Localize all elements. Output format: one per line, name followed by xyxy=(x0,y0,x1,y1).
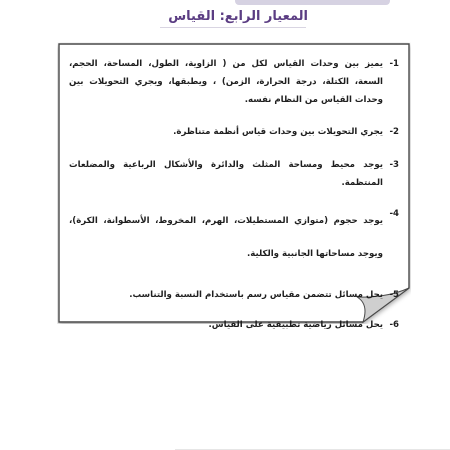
item-text: يحل مسائل تتضمن مقياس رسم باستخدام النسبة والتناسب. xyxy=(129,290,383,300)
list-item xyxy=(69,123,399,141)
item-number: 2- xyxy=(389,127,399,137)
top-tab-decoration xyxy=(235,0,390,5)
item-text: يميز بين وحدات القياس لكل من ( الزاوية، الطول، المساحة، الحجم، السعة، الكتلة، درجة الحرارة، الزمن) ، ويطبقها، ويجري التحويلات بين وحدات القياس من النظام نفسه. xyxy=(69,59,383,105)
item-text: يجري التحويلات بين وحدات قياس أنظمة متناظرة. xyxy=(173,127,383,137)
page-heading: المعيار الرابع: القياس xyxy=(168,9,308,24)
item-text: يحل مسائل رياضية تطبيقية على القياس. xyxy=(208,320,383,330)
item-number: 5- xyxy=(389,290,399,300)
item-text: يوجد محيط ومساحة المثلث والدائرة والأشكال الرباعية والمضلعات المنتظمة. xyxy=(69,160,383,188)
standards-list xyxy=(69,51,399,334)
list-item xyxy=(69,205,399,271)
item-text: يوجد حجوم (متوازي المستطيلات، الهرم، المخروط، الأسطوانة، الكرة)، ويوجد مساحاتها الجانبية والكلية. xyxy=(69,216,383,259)
item-number: 1- xyxy=(389,59,399,69)
heading-underline xyxy=(160,27,306,28)
item-number: 3- xyxy=(389,160,399,170)
item-number: 6- xyxy=(389,320,399,330)
item-number: 4- xyxy=(389,209,399,219)
list-item xyxy=(69,156,399,192)
list-item xyxy=(69,55,399,109)
list-item xyxy=(69,286,399,304)
list-item xyxy=(69,316,399,334)
curled-paper-card xyxy=(57,42,411,330)
